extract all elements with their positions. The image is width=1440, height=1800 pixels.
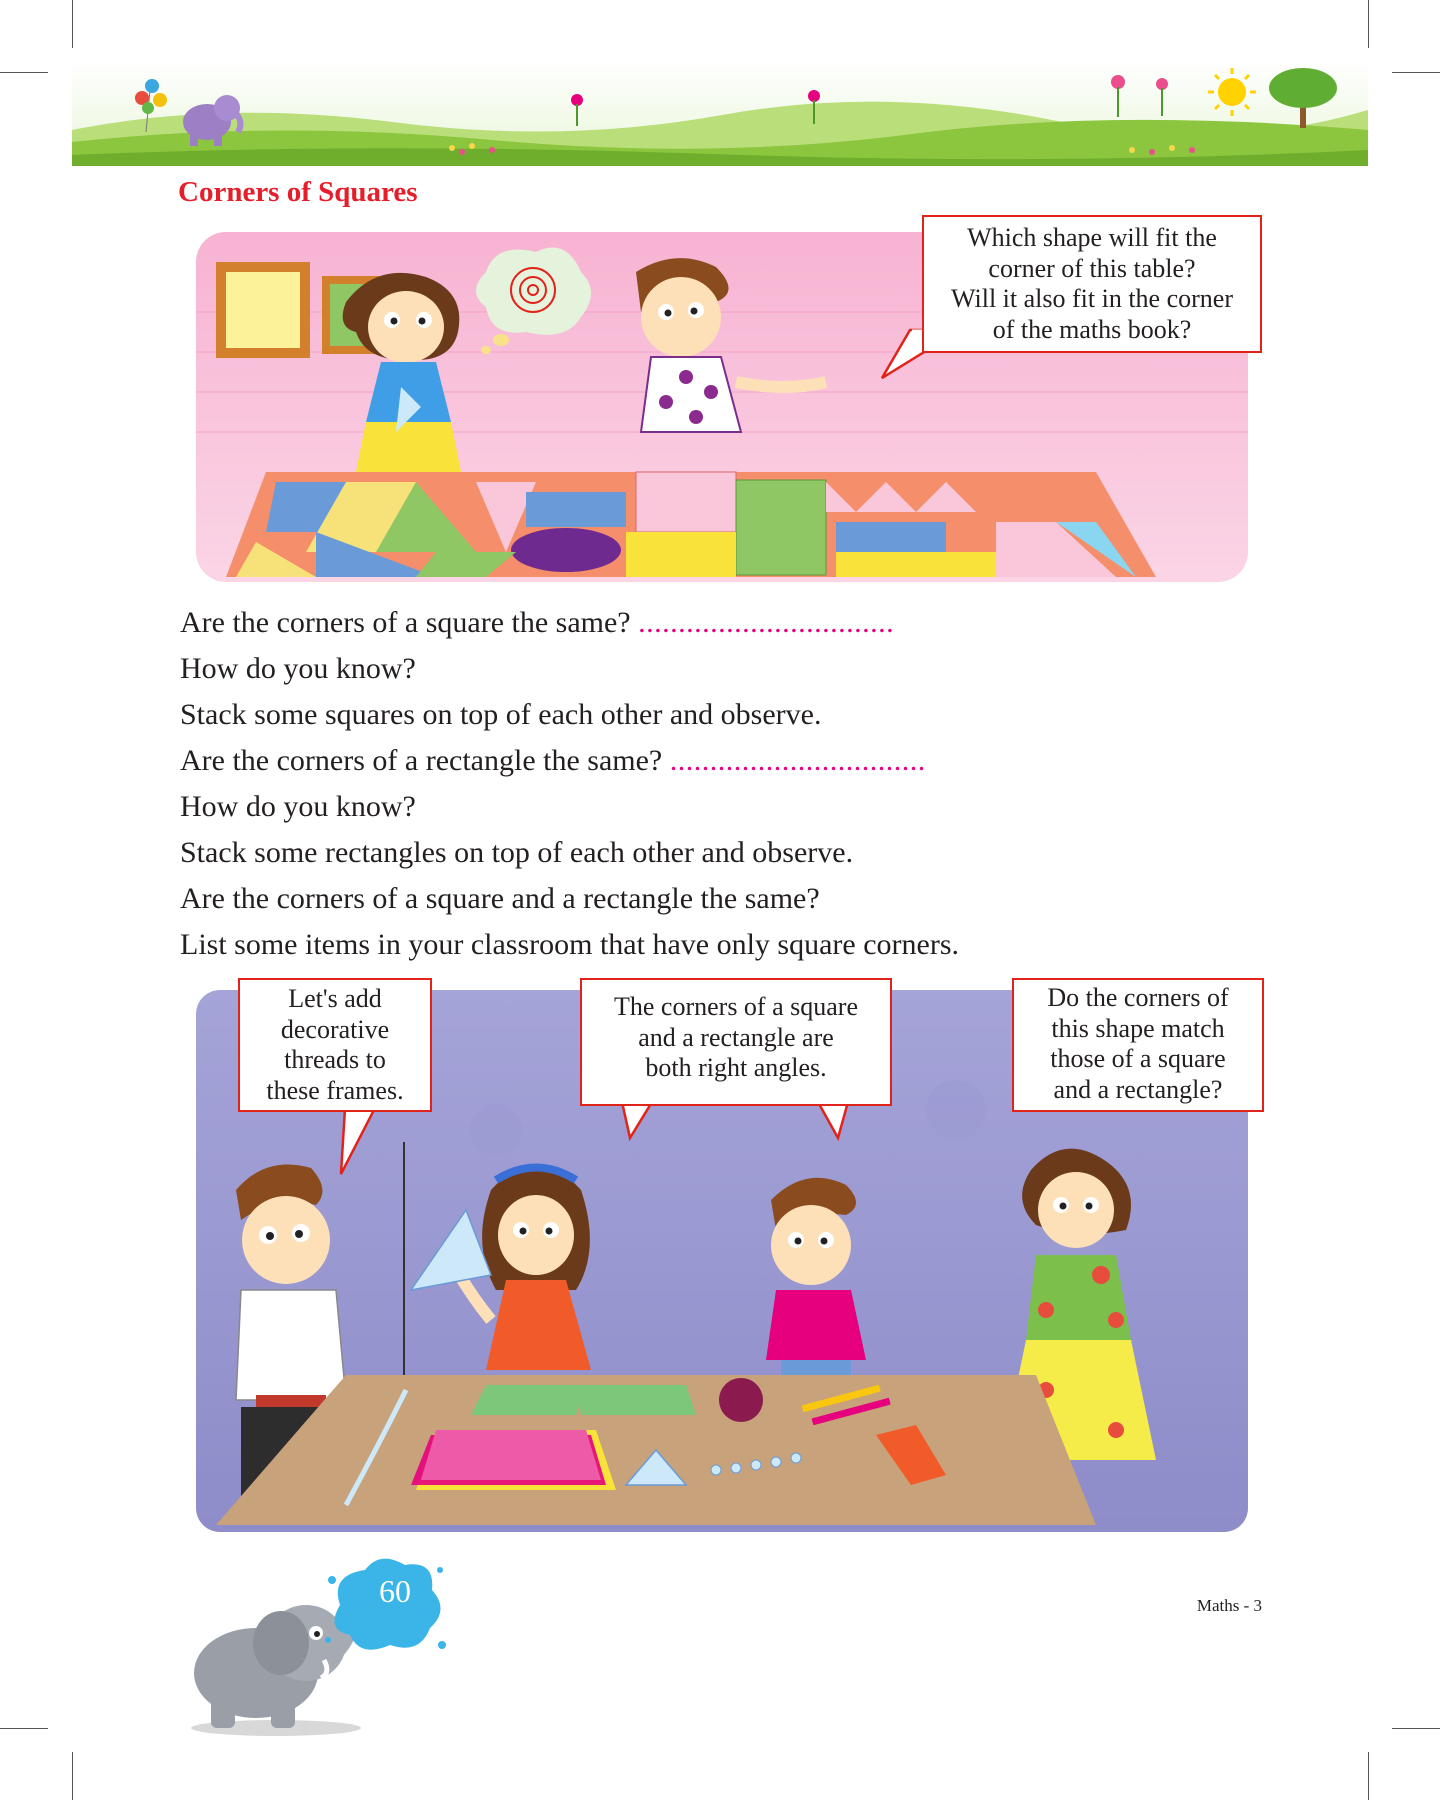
speech-bubble-text: Let's add decorative threads to these frames.: [266, 984, 404, 1105]
question-text: How do you know?: [180, 790, 416, 823]
speech-bubble-top: [922, 215, 1262, 353]
footer-book-title: Maths - 3: [1196, 1596, 1262, 1615]
question-line: [180, 881, 820, 917]
question-line: [180, 789, 416, 825]
crop-mark: [72, 0, 73, 48]
crop-mark: [1392, 1728, 1440, 1729]
answer-blank[interactable]: ................................: [669, 744, 926, 777]
bubble-tail: [335, 1108, 385, 1178]
question-line: [180, 743, 926, 779]
header-banner: [72, 60, 1368, 166]
bubble-tail: [612, 1102, 662, 1142]
question-text: Stack some rectangles on top of each other and observe.: [180, 836, 854, 869]
question-line: [180, 835, 853, 871]
page-number: 60: [379, 1573, 411, 1609]
question-text: Are the corners of a square and a rectangle the same?: [180, 882, 820, 915]
question-line: [180, 697, 821, 733]
question-text: Are the corners of a rectangle the same?: [180, 744, 663, 777]
speech-bubble-text: Do the corners of this shape match those of a square and a rectangle?: [1047, 983, 1229, 1104]
shape-table: [226, 472, 1156, 577]
speech-bubble-text: The corners of a square and a rectangle are both right angles.: [614, 992, 858, 1082]
crop-mark: [1368, 1752, 1369, 1800]
speech-bubble-text: Which shape will fit the corner of this table? Will it also fit in the corner of the maths book?: [951, 223, 1233, 344]
question-line: [180, 651, 416, 687]
speech-bubble-left: [238, 978, 432, 1112]
bubble-tail: [808, 1102, 858, 1142]
question-line: [180, 605, 894, 641]
question-line: [180, 927, 959, 963]
question-text: Stack some squares on top of each other and observe.: [180, 698, 822, 731]
speech-bubble-center: [580, 978, 892, 1106]
craft-table: [216, 1375, 1096, 1525]
crop-mark: [1392, 72, 1440, 73]
section-title: Corners of Squares: [178, 176, 418, 208]
question-text: How do you know?: [180, 652, 416, 685]
answer-blank[interactable]: ................................: [638, 606, 895, 639]
question-text: Are the corners of a square the same?: [180, 606, 631, 639]
crop-mark: [1368, 0, 1369, 48]
crop-mark: [0, 1728, 48, 1729]
speech-bubble-right: [1012, 978, 1264, 1112]
crop-mark: [72, 1752, 73, 1800]
crop-mark: [0, 72, 48, 73]
question-text: List some items in your classroom that have only square corners.: [180, 928, 959, 961]
picture-frame: [216, 262, 310, 358]
